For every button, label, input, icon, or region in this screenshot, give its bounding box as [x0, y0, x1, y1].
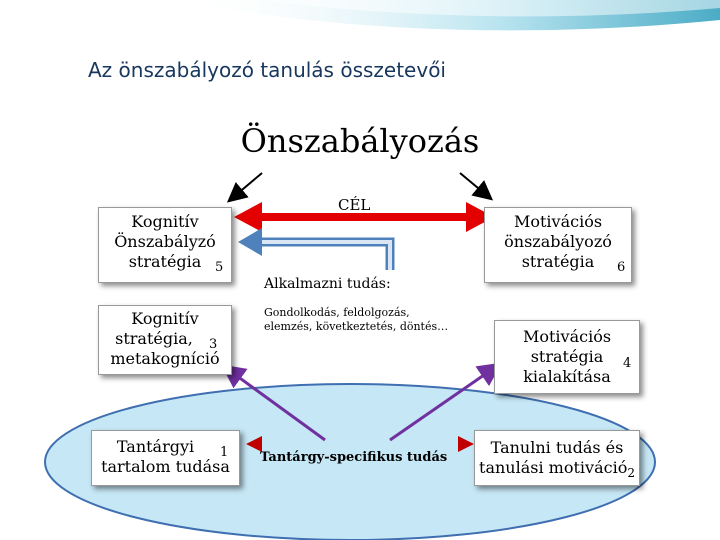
box-number: 3 — [209, 337, 218, 352]
purple-arrow-right — [390, 366, 497, 440]
box-line: stratégia — [530, 347, 604, 366]
box-line: metakogníció — [110, 349, 220, 368]
box-line: tartalom tudása — [101, 457, 230, 476]
box-line: stratégia, — [115, 329, 193, 348]
box-line: Kognitív — [131, 309, 199, 328]
box-subject-knowledge — [91, 430, 240, 486]
box-motivational-formation — [494, 320, 640, 394]
box-line: önszabályozó — [504, 232, 612, 251]
box-line: kialakítása — [523, 367, 611, 386]
box-motivational-selfreg-strategy — [484, 207, 632, 283]
box-cognitive-selfreg-strategy — [98, 207, 232, 283]
box-number: 5 — [215, 260, 224, 275]
box-line: Önszabályzó — [114, 232, 216, 251]
thinking-label: Gondolkodás, feldolgozás, elemzés, következtetés, döntés… — [264, 306, 449, 333]
box-line: stratégia — [128, 252, 202, 271]
box-cognitive-metacognition — [98, 305, 232, 375]
box-number: 4 — [623, 356, 632, 371]
box-line: Kognitív — [131, 212, 199, 231]
purple-arrow-left — [226, 368, 325, 440]
apply-label: Alkalmazni tudás: — [264, 276, 391, 292]
goal-label: CÉL — [338, 196, 371, 214]
box-line-text: tanulási motiváció — [479, 458, 628, 477]
subject-specific-knowledge-label: Tantárgy-specifikus tudás — [260, 450, 448, 465]
box-line: Tantárgyi — [116, 437, 195, 456]
heading-arrow-left — [230, 173, 262, 200]
box-number: 6 — [617, 260, 626, 275]
box-number: 2 — [627, 466, 635, 481]
apply-bent-arrow — [238, 228, 390, 270]
box-learning-motivation — [474, 430, 640, 486]
heading-arrow-right — [460, 173, 490, 198]
box-line — [475, 458, 639, 483]
diagram-heading: Önszabályozás — [240, 122, 480, 160]
slide-title: Az önszabályozó tanulás összetevői — [88, 58, 446, 82]
box-line: Motivációs — [513, 212, 603, 231]
box-line: Tanulni tudás és — [490, 438, 624, 457]
box-line: Motivációs — [522, 327, 612, 346]
box-line: stratégia — [521, 252, 595, 271]
box-number: 1 — [220, 445, 229, 460]
